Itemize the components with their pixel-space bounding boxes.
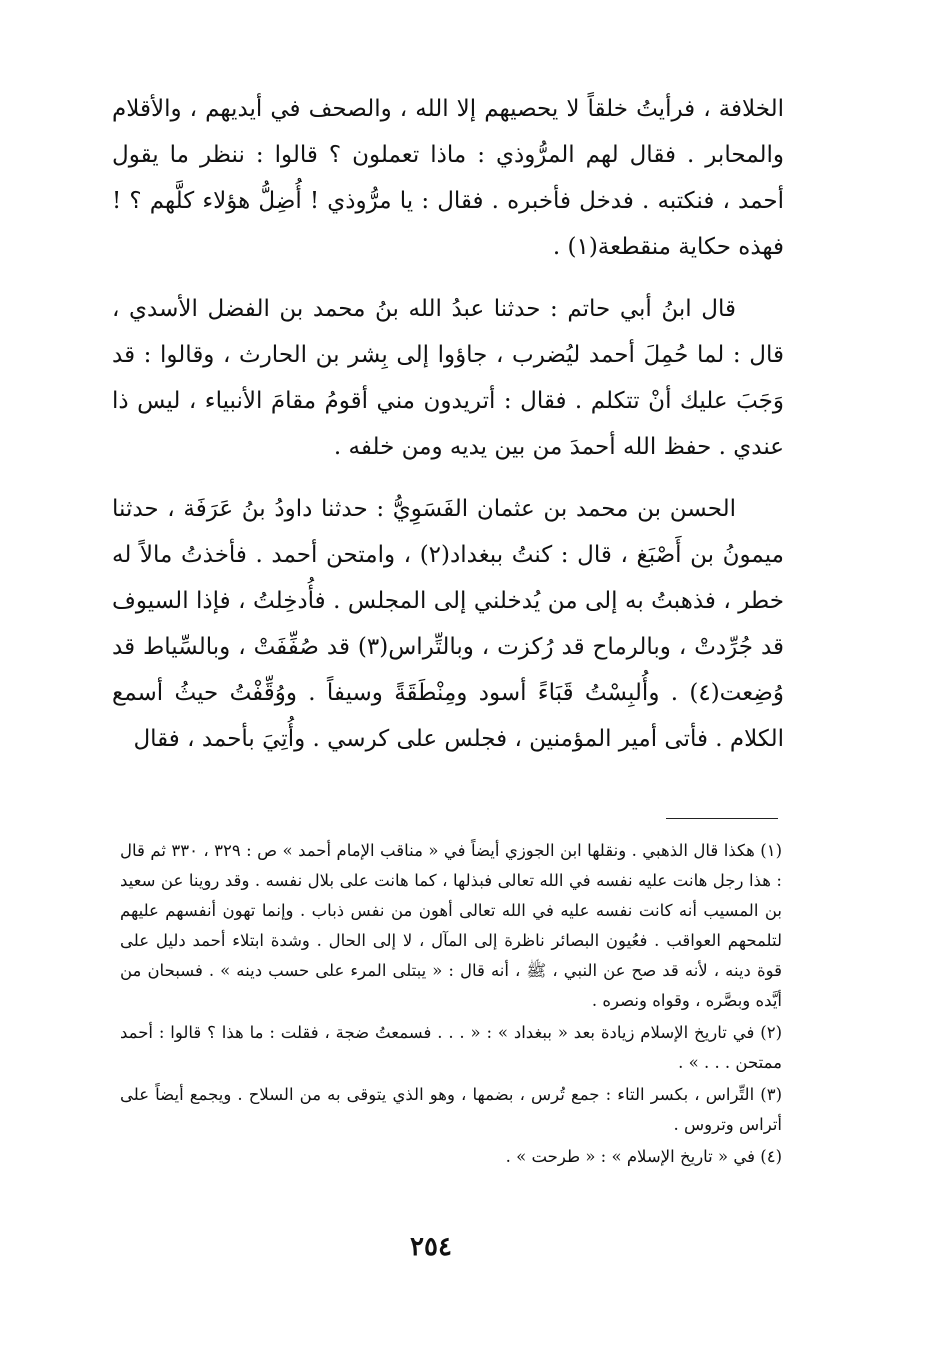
paragraph-gap [112,270,784,286]
paragraph-2: قال ابنُ أبي حاتم : حدثنا عبدُ الله بنُ محمد بن الفضل الأسدي ، قال : لما حُمِلَ أحمد ليُضرب ، جاؤوا إلى بِشر بن الحارث ، وقالوا : قد وَجَبَ عليك أنْ تتكلم . فقال : أتريدون مني أقومُ مقامَ الأنبياء ، ليس ذا عندي . حفظ الله أحمدَ من بين يديه ومن خلفه . [112,296,784,460]
paragraph-3: الحسن بن محمد بن عثمان الفَسَوِيُّ : حدثنا داودُ بنُ عَرَفَة ، حدثنا ميمونُ بن أَصْبَغ ، قال : كنتُ ببغداد(٢) ، وامتحن أحمد . فأخذتُ مالاً له خطر ، فذهبتُ به إلى من يُدخلني إلى المجلس . فأُدخِلتُ ، فإذا السيوف قد جُرِّدتْ ، وبالرماح قد رُكزت ، وبالتِّراس(٣) قد صُفِّفَتْ ، وبالسِّياط قد وُضِعت(٤) . وأُلبِسْتُ قَبَاءً أسود ومِنْطَقَةً وسيفاً . ووُقِّفْتُ حيثُ أسمع الكلام . فأتى أمير المؤمنين ، فجلس على كرسي . وأُتِيَ بأحمد ، فقال [112,496,785,752]
footnotes [120,836,782,1174]
footnote-3: (٣) التِّراس ، بكسر التاء : جمع تُرس ، بضمها ، وهو الذي يتوقى به من السلاح . ويجمع أيضاً على أتراس وتروس . [120,1085,782,1134]
footnote-separator [666,818,778,819]
main-text [112,86,784,762]
footnote-4: (٤) في « تاريخ الإسلام » : « طرحت » . [505,1147,782,1166]
footnote-2: (٢) في تاريخ الإسلام زيادة بعد « ببغداد » : « . . . فسمعتُ ضجة ، فقلت : ما هذا ؟ قالوا : أحمد ممتحن . . . » . [120,1023,782,1072]
paragraph-gap [112,470,784,486]
footnote-1: (١) هكذا قال الذهبي . ونقلها ابن الجوزي أيضاً في « مناقب الإمام أحمد » ص : ٣٢٩ ، ٣٣٠ ثم قال : هذا رجل هانت عليه نفسه في الله تعالى فبذلها ، كما هانت على بلال نفسه . وقد روينا عن سعيد بن المسيب أنه كانت نفسه عليه في الله تعالى أهون من نفس ذباب . وإنما تهون أنفسهم عليهم لتلمحهم العواقب . فعُيون البصائر ناظرة إلى المآل ، لا إلى الحال . وشدة ابتلاء أحمد دليل على قوة دينه ، لأنه قد صح عن النبي ، ﷺ ، أنه قال : « يبتلى المرء على حسب دينه » . فسبحان من أيَّده وبصَّره ، وقواه ونصره . [120,841,782,1010]
paragraph-1: الخلافة ، فرأيتُ خلقاً لا يحصيهم إلا الله ، والصحف في أيديهم ، والأقلام والمحابر . فقال لهم المرُّوذي : ماذا تعملون ؟ قالوا : ننظر ما يقول أحمد ، فنكتبه . فدخل فأخبره . فقال : يا مرُّوذي ! أُضِلُّ هؤلاء كلَّهم ؟ ! فهذه حكاية منقطعة(١) . [112,96,784,260]
page-number: ٢٥٤ [410,1232,452,1262]
